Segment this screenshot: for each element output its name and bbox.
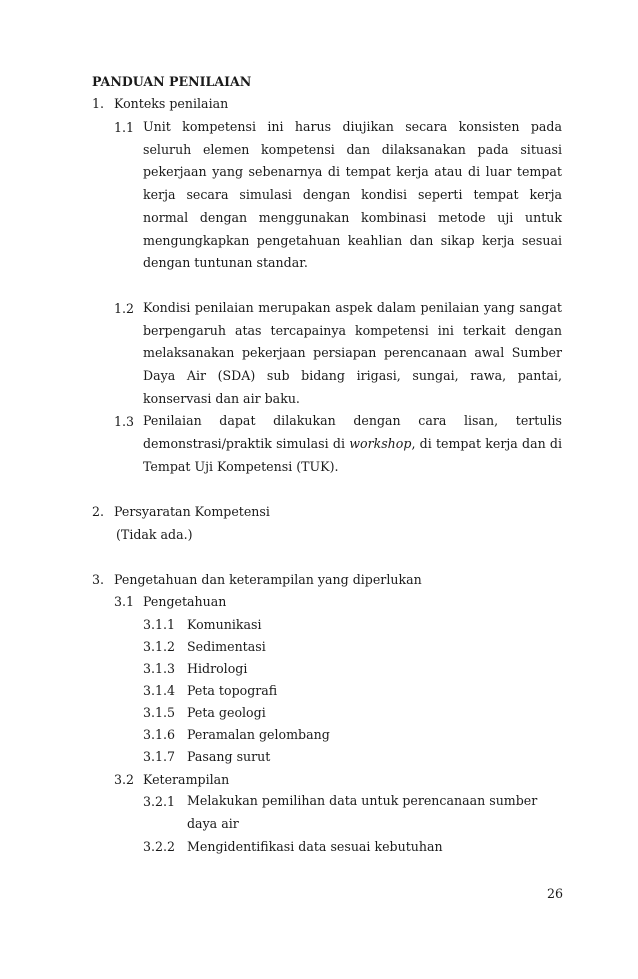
subsection-number: 3.2 bbox=[114, 772, 135, 787]
list-item: Hidrologi bbox=[187, 661, 248, 676]
section-note: (Tidak ada.) bbox=[116, 527, 193, 542]
section-number: 3. bbox=[92, 572, 105, 587]
item-paragraph: Unit kompetensi ini harus diujikan secara konsisten pada seluruh elemen kompetensi dan dilaksanakan pada situasi pekerjaan yang sebenarnya di tempat kerja atau di luar tempat kerja secara simulasi dengan kondisi seperti tempat kerja normal dengan menggunakan kombinasi metode uji untuk mengungkapkan pengetahuan keahlian dan sikap kerja sesuai dengan tuntunan standar. bbox=[143, 119, 562, 271]
item-paragraph: Kondisi penilaian merupakan aspek dalam penilaian yang sangat berpengaruh atas tercapainya kompetensi ini terkait dengan melaksanakan pekerjaan persiapan perencanaan awal Sumber Daya Air (SDA) sub bidang irigasi, sungai, rawa, pantai, konservasi dan air baku. bbox=[143, 300, 562, 406]
section-title: Persyaratan Kompetensi bbox=[114, 504, 270, 519]
section-number: 1. bbox=[92, 96, 105, 111]
list-item-number: 3.1.4 bbox=[143, 683, 176, 698]
item-line bbox=[143, 433, 562, 456]
section-number: 2. bbox=[92, 504, 105, 519]
list-item: Sedimentasi bbox=[187, 639, 266, 654]
list-item-number: 3.1.3 bbox=[143, 661, 176, 676]
list-item: Melakukan pemilihan data untuk perencanaan sumber daya air bbox=[187, 793, 538, 831]
page-number: 26 bbox=[547, 886, 564, 901]
list-item-number: 3.1.1 bbox=[143, 617, 176, 632]
subsection-title: Pengetahuan bbox=[143, 594, 227, 609]
emphasis-text: workshop bbox=[349, 436, 412, 451]
list-item: Peta geologi bbox=[187, 705, 266, 720]
section-heading: PANDUAN PENILAIAN bbox=[92, 74, 252, 89]
item-line: Penilaian dapat dilakukan dengan cara lisan, tertulis bbox=[143, 413, 562, 428]
item-line: Tempat Uji Kompetensi (TUK). bbox=[143, 459, 339, 474]
item-number: 1.2 bbox=[114, 301, 135, 316]
section-title: Pengetahuan dan keterampilan yang diperlukan bbox=[114, 572, 422, 587]
list-item: Peramalan gelombang bbox=[187, 727, 330, 742]
subsection-number: 3.1 bbox=[114, 594, 135, 609]
list-item-number: 3.2.2 bbox=[143, 839, 176, 854]
list-item: Pasang surut bbox=[187, 749, 271, 764]
list-item-number: 3.2.1 bbox=[143, 794, 176, 809]
item-number: 1.3 bbox=[114, 414, 135, 429]
list-item-number: 3.1.6 bbox=[143, 727, 176, 742]
item-text: demonstrasi/praktik simulasi di bbox=[143, 436, 350, 451]
list-item: Komunikasi bbox=[187, 617, 262, 632]
subsection-title: Keterampilan bbox=[143, 772, 230, 787]
list-item: Peta topografi bbox=[187, 683, 278, 698]
list-item-number: 3.1.7 bbox=[143, 749, 176, 764]
item-text: , di tempat kerja dan di bbox=[411, 436, 563, 451]
list-item: Mengidentifikasi data sesuai kebutuhan bbox=[187, 839, 443, 854]
section-title: Konteks penilaian bbox=[114, 96, 229, 111]
list-item-number: 3.1.2 bbox=[143, 639, 176, 654]
item-number: 1.1 bbox=[114, 120, 135, 135]
list-item-number: 3.1.5 bbox=[143, 705, 176, 720]
